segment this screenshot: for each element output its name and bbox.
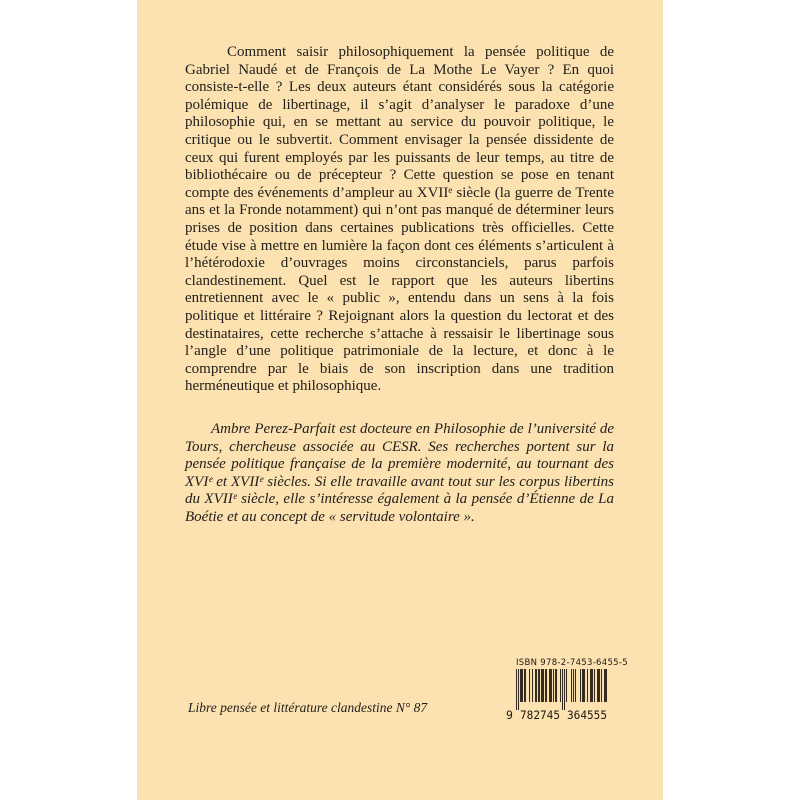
svg-text:364555: 364555	[567, 708, 607, 721]
barcode-block	[504, 658, 628, 721]
series-title: Libre pensée et littérature clandestine N° 87	[188, 700, 428, 715]
isbn-label: ISBN 978-2-7453-6455-5	[516, 658, 628, 668]
author-bio-text: Ambre Perez-Parfait est docteure en Philosophie de l’université de Tours, chercheuse associée au CESR. Ses recherches portent sur la pensée politique française de la première modernité, au tournant des XVIᵉ et XVIIᵉ siècles. Si elle travaille avant tout sur les corpus libertins du XVIIᵉ siècle, elle s’intéresse également à la pensée d’Étienne de La Boétie et au concept de « servitude volontaire ».	[185, 421, 614, 525]
svg-text:782745: 782745	[520, 708, 560, 721]
ean13-barcode	[504, 669, 614, 721]
synopsis-text: Comment saisir philosophiquement la pensée politique de Gabriel Naudé et de François de La Mothe Le Vayer ? En quoi consiste-t-elle ? Les deux auteurs étant considérés sous la catégorie polémique de libertinage, il s’agit d’analyser le paradoxe d’une philosophie qui, en se mettant au service du pouvoir politique, le critique ou le subvertit. Comment envisager la pensée dissidente de ceux qui furent employés par les puissants de leur temps, au titre de bibliothécaire ou de précepteur ? Cette question se pose en tenant compte des événements d’ampleur au XVIIᵉ siècle (la guerre de Trente ans et la Fronde notamment) qui n’ont pas manqué de déterminer leurs prises de position dans certaines publications très officielles. Cette étude vise à mettre en lumière la façon dont ces éléments s’articulent à l’hétérodoxie d’ouvrages moins circonstanciels, parus parfois clandestinement. Quel est le rapport que les auteurs libertins entretiennent avec le « public », entendu dans un sens à la fois politique et littéraire ? Rejoignant alors la question du lectorat et des destinataires, cette recherche s’attache à ressaisir le libertinage sous l’angle d’une politique patrimoniale de la lecture, et donc à le comprendre par le biais de son inscription dans une tradition herméneutique et philosophique.	[185, 44, 614, 395]
book-back-cover	[137, 0, 663, 800]
svg-text:9: 9	[506, 708, 513, 721]
